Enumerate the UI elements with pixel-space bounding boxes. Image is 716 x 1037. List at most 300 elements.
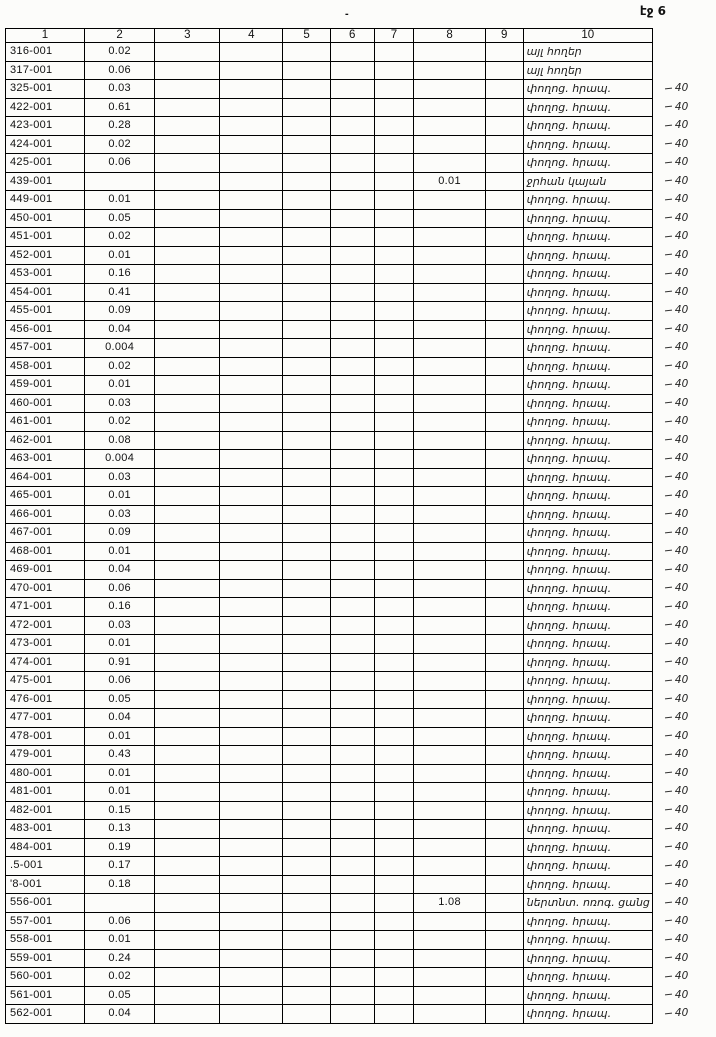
- column-header-10: 10: [523, 29, 652, 43]
- cell-col1: 457-001: [6, 339, 85, 358]
- cell-col7: [374, 764, 414, 783]
- cell-col9: [485, 450, 523, 469]
- margin-note: 40: [652, 135, 715, 154]
- margin-note: 40: [652, 820, 715, 839]
- cell-col8: [414, 709, 485, 728]
- cell-col6: [330, 931, 374, 950]
- cell-col9: [485, 209, 523, 228]
- cell-col6: [330, 98, 374, 117]
- cell-col4: [220, 875, 283, 894]
- cell-col9: [485, 931, 523, 950]
- cell-col5: [283, 302, 331, 321]
- table-row: [6, 968, 716, 987]
- margin-note: 40: [652, 339, 715, 358]
- cell-col8: [414, 246, 485, 265]
- margin-note: 40: [652, 228, 715, 247]
- cell-col6: [330, 986, 374, 1005]
- cell-col5: [283, 949, 331, 968]
- cell-col8: [414, 43, 485, 62]
- margin-note: 40: [652, 635, 715, 654]
- cell-col5: [283, 561, 331, 580]
- cell-col6: [330, 524, 374, 543]
- cell-col4: [220, 801, 283, 820]
- cell-col1: 422-001: [6, 98, 85, 117]
- cell-col6: [330, 1005, 374, 1024]
- cell-col2: 0.04: [84, 320, 155, 339]
- cell-col2: 0.41: [84, 283, 155, 302]
- cell-col7: [374, 1005, 414, 1024]
- cell-col8: 0.01: [414, 172, 485, 191]
- cell-col7: [374, 875, 414, 894]
- cell-col7: [374, 468, 414, 487]
- cell-col10: փողոց. հրապ.: [523, 783, 652, 802]
- cell-col4: [220, 431, 283, 450]
- cell-col1: 459-001: [6, 376, 85, 395]
- cell-col1: 465-001: [6, 487, 85, 506]
- cell-col4: [220, 320, 283, 339]
- cell-col6: [330, 542, 374, 561]
- cell-col3: [155, 172, 220, 191]
- margin-note: 40: [652, 709, 715, 728]
- margin-note: 40: [652, 875, 715, 894]
- cell-col2: 0.06: [84, 61, 155, 80]
- cell-col8: [414, 820, 485, 839]
- cell-col4: [220, 838, 283, 857]
- cell-col4: [220, 376, 283, 395]
- cell-col5: [283, 727, 331, 746]
- cell-col3: [155, 1005, 220, 1024]
- cell-col1: 449-001: [6, 191, 85, 210]
- cell-col9: [485, 117, 523, 136]
- column-header-8: 8: [414, 29, 485, 43]
- cell-col7: [374, 265, 414, 284]
- cell-col8: [414, 857, 485, 876]
- cell-col7: [374, 357, 414, 376]
- table-row: [6, 43, 716, 62]
- margin-note: 40: [652, 302, 715, 321]
- cell-col10: փողոց. հրապ.: [523, 191, 652, 210]
- table-row: [6, 154, 716, 173]
- cell-col2: 0.004: [84, 450, 155, 469]
- cell-col2: 0.02: [84, 228, 155, 247]
- cell-col1: 560-001: [6, 968, 85, 987]
- cell-col3: [155, 265, 220, 284]
- cell-col5: [283, 598, 331, 617]
- margin-note: 40: [652, 561, 715, 580]
- cell-col9: [485, 968, 523, 987]
- cell-col7: [374, 857, 414, 876]
- cell-col3: [155, 838, 220, 857]
- cell-col7: [374, 283, 414, 302]
- cell-col1: 562-001: [6, 1005, 85, 1024]
- cell-col2: 0.03: [84, 80, 155, 99]
- margin-note: 40: [652, 172, 715, 191]
- cell-col4: [220, 117, 283, 136]
- cell-col1: 482-001: [6, 801, 85, 820]
- cell-col1: 556-001: [6, 894, 85, 913]
- cell-col5: [283, 968, 331, 987]
- cell-col10: փողոց. հրապ.: [523, 616, 652, 635]
- cell-col10: փողոց. հրապ.: [523, 875, 652, 894]
- cell-col10: փողոց. հրապ.: [523, 635, 652, 654]
- table-row: [6, 98, 716, 117]
- margin-note: 40: [652, 1005, 715, 1024]
- cell-col8: [414, 598, 485, 617]
- cell-col8: [414, 690, 485, 709]
- cell-col6: [330, 487, 374, 506]
- table-row: [6, 949, 716, 968]
- table-row: [6, 690, 716, 709]
- cell-col1: 453-001: [6, 265, 85, 284]
- cell-col3: [155, 154, 220, 173]
- cell-col2: 0.03: [84, 394, 155, 413]
- margin-note: [652, 61, 715, 80]
- cell-col9: [485, 801, 523, 820]
- cell-col1: 456-001: [6, 320, 85, 339]
- cell-col2: 0.03: [84, 505, 155, 524]
- cell-col10: փողոց. հրապ.: [523, 283, 652, 302]
- cell-col1: 425-001: [6, 154, 85, 173]
- cell-col3: [155, 561, 220, 580]
- cell-col8: [414, 764, 485, 783]
- cell-col10: փողոց. հրապ.: [523, 764, 652, 783]
- cell-col6: [330, 579, 374, 598]
- cell-col5: [283, 191, 331, 210]
- cell-col10: փողոց. հրապ.: [523, 98, 652, 117]
- cell-col3: [155, 61, 220, 80]
- cell-col2: 0.03: [84, 616, 155, 635]
- cell-col2: 0.01: [84, 764, 155, 783]
- cell-col7: [374, 246, 414, 265]
- cell-col3: [155, 450, 220, 469]
- table-row: [6, 265, 716, 284]
- margin-note: 40: [652, 431, 715, 450]
- cell-col7: [374, 413, 414, 432]
- cell-col5: [283, 98, 331, 117]
- cell-col7: [374, 228, 414, 247]
- cell-col6: [330, 135, 374, 154]
- cell-col4: [220, 394, 283, 413]
- margin-note: 40: [652, 931, 715, 950]
- cell-col9: [485, 875, 523, 894]
- cell-col6: [330, 672, 374, 691]
- cell-col8: [414, 1005, 485, 1024]
- cell-col10: փողոց. հրապ.: [523, 450, 652, 469]
- cell-col7: [374, 912, 414, 931]
- margin-note: 40: [652, 912, 715, 931]
- cell-col10: փողոց. հրապ.: [523, 376, 652, 395]
- cell-col1: 423-001: [6, 117, 85, 136]
- margin-note: 40: [652, 857, 715, 876]
- column-header-4: 4: [220, 29, 283, 43]
- cell-col4: [220, 228, 283, 247]
- cell-col7: [374, 653, 414, 672]
- cell-col4: [220, 339, 283, 358]
- cell-col6: [330, 949, 374, 968]
- cell-col4: [220, 986, 283, 1005]
- cell-col5: [283, 672, 331, 691]
- cell-col10: փողոց. հրապ.: [523, 505, 652, 524]
- cell-col5: [283, 394, 331, 413]
- cell-col3: [155, 357, 220, 376]
- cell-col4: [220, 820, 283, 839]
- cell-col2: 0.05: [84, 690, 155, 709]
- cell-col5: [283, 172, 331, 191]
- cell-col7: [374, 542, 414, 561]
- cell-col8: [414, 154, 485, 173]
- cell-col6: [330, 450, 374, 469]
- cell-col5: [283, 579, 331, 598]
- cell-col6: [330, 61, 374, 80]
- cell-col8: [414, 283, 485, 302]
- cell-col2: 0.24: [84, 949, 155, 968]
- cell-col6: [330, 894, 374, 913]
- cell-col2: 0.02: [84, 357, 155, 376]
- cell-col9: [485, 709, 523, 728]
- cell-col6: [330, 783, 374, 802]
- table-row: [6, 875, 716, 894]
- cell-col9: [485, 283, 523, 302]
- cell-col8: [414, 672, 485, 691]
- cell-col7: [374, 191, 414, 210]
- table-row: [6, 135, 716, 154]
- cell-col2: 0.01: [84, 246, 155, 265]
- cell-col2: 0.02: [84, 968, 155, 987]
- margin-note: 40: [652, 320, 715, 339]
- cell-col5: [283, 653, 331, 672]
- cell-col2: 0.15: [84, 801, 155, 820]
- cell-col3: [155, 413, 220, 432]
- cell-col1: 474-001: [6, 653, 85, 672]
- table-row: [6, 468, 716, 487]
- cell-col4: [220, 43, 283, 62]
- table-row: [6, 228, 716, 247]
- cell-col10: փողոց. հրապ.: [523, 357, 652, 376]
- cell-col9: [485, 357, 523, 376]
- cell-col6: [330, 468, 374, 487]
- cell-col5: [283, 357, 331, 376]
- cell-col1: 464-001: [6, 468, 85, 487]
- cell-col8: [414, 450, 485, 469]
- cell-col2: 0.09: [84, 524, 155, 543]
- cell-col9: [485, 727, 523, 746]
- cell-col3: [155, 783, 220, 802]
- cell-col9: [485, 431, 523, 450]
- cell-col8: 1.08: [414, 894, 485, 913]
- cell-col10: փողոց. հրապ.: [523, 117, 652, 136]
- cell-col6: [330, 117, 374, 136]
- table-row: [6, 912, 716, 931]
- cell-col6: [330, 505, 374, 524]
- cell-col9: [485, 98, 523, 117]
- cell-col7: [374, 376, 414, 395]
- cell-col6: [330, 727, 374, 746]
- cell-col10: փողոց. հրապ.: [523, 209, 652, 228]
- cell-col3: [155, 857, 220, 876]
- cell-col9: [485, 635, 523, 654]
- cell-col2: 0.09: [84, 302, 155, 321]
- cell-col2: 0.06: [84, 154, 155, 173]
- cell-col1: 481-001: [6, 783, 85, 802]
- cell-col5: [283, 117, 331, 136]
- cell-col3: [155, 80, 220, 99]
- cell-col8: [414, 949, 485, 968]
- cell-col7: [374, 986, 414, 1005]
- cell-col10: փողոց. հրապ.: [523, 154, 652, 173]
- cell-col4: [220, 968, 283, 987]
- table-row: [6, 191, 716, 210]
- cell-col7: [374, 709, 414, 728]
- cell-col7: [374, 80, 414, 99]
- margin-note: 40: [652, 690, 715, 709]
- cell-col3: [155, 98, 220, 117]
- cell-col9: [485, 746, 523, 765]
- cell-col1: 477-001: [6, 709, 85, 728]
- cell-col7: [374, 154, 414, 173]
- cell-col7: [374, 339, 414, 358]
- cell-col6: [330, 653, 374, 672]
- cell-col2: 0.05: [84, 986, 155, 1005]
- margin-note: 40: [652, 894, 715, 913]
- cell-col10: փողոց. հրապ.: [523, 672, 652, 691]
- cell-col3: [155, 598, 220, 617]
- cell-col2: 0.004: [84, 339, 155, 358]
- cell-col3: [155, 764, 220, 783]
- cell-col2: 0.01: [84, 635, 155, 654]
- table-row: [6, 783, 716, 802]
- cell-col1: 471-001: [6, 598, 85, 617]
- cell-col9: [485, 376, 523, 395]
- cell-col2: 0.61: [84, 98, 155, 117]
- cell-col10: փողոց. հրապ.: [523, 561, 652, 580]
- cell-col10: փողոց. հրապ.: [523, 302, 652, 321]
- cell-col9: [485, 302, 523, 321]
- table-row: [6, 431, 716, 450]
- cell-col6: [330, 265, 374, 284]
- cell-col6: [330, 801, 374, 820]
- cell-col4: [220, 98, 283, 117]
- margin-note: 40: [652, 487, 715, 506]
- cell-col5: [283, 505, 331, 524]
- cell-col1: 467-001: [6, 524, 85, 543]
- cell-col5: [283, 246, 331, 265]
- cell-col4: [220, 579, 283, 598]
- column-header-6: 6: [330, 29, 374, 43]
- cell-col3: [155, 653, 220, 672]
- cell-col1: 455-001: [6, 302, 85, 321]
- cell-col9: [485, 783, 523, 802]
- table-row: [6, 394, 716, 413]
- margin-note: 40: [652, 542, 715, 561]
- table-header: [6, 29, 716, 43]
- cell-col1: 484-001: [6, 838, 85, 857]
- cell-col4: [220, 265, 283, 284]
- header-row: [6, 29, 716, 43]
- cell-col1: 557-001: [6, 912, 85, 931]
- cell-col5: [283, 320, 331, 339]
- cell-col3: [155, 283, 220, 302]
- cell-col8: [414, 357, 485, 376]
- cell-col8: [414, 912, 485, 931]
- cell-col1: 559-001: [6, 949, 85, 968]
- cell-col2: 0.04: [84, 1005, 155, 1024]
- cell-col9: [485, 43, 523, 62]
- cell-col5: [283, 450, 331, 469]
- cell-col9: [485, 265, 523, 284]
- cell-col6: [330, 43, 374, 62]
- cell-col2: 0.06: [84, 579, 155, 598]
- cell-col9: [485, 579, 523, 598]
- cell-col9: [485, 320, 523, 339]
- cell-col2: 0.01: [84, 783, 155, 802]
- cell-col7: [374, 968, 414, 987]
- cell-col9: [485, 894, 523, 913]
- cell-col4: [220, 727, 283, 746]
- table-row: [6, 561, 716, 580]
- cell-col9: [485, 1005, 523, 1024]
- cell-col1: 463-001: [6, 450, 85, 469]
- cell-col4: [220, 746, 283, 765]
- cell-col8: [414, 320, 485, 339]
- cell-col6: [330, 968, 374, 987]
- cell-col4: [220, 857, 283, 876]
- cell-col5: [283, 542, 331, 561]
- cell-col7: [374, 561, 414, 580]
- cell-col3: [155, 968, 220, 987]
- margin-note: [652, 43, 715, 62]
- cell-col6: [330, 598, 374, 617]
- cell-col10: փողոց. հրապ.: [523, 413, 652, 432]
- cell-col7: [374, 135, 414, 154]
- cell-col7: [374, 431, 414, 450]
- cell-col7: [374, 801, 414, 820]
- cell-col9: [485, 191, 523, 210]
- cell-col3: [155, 376, 220, 395]
- cell-col3: [155, 949, 220, 968]
- cell-col1: 468-001: [6, 542, 85, 561]
- cell-col10: փողոց. հրապ.: [523, 487, 652, 506]
- cell-col4: [220, 80, 283, 99]
- cell-col3: [155, 117, 220, 136]
- cell-col3: [155, 505, 220, 524]
- table-row: [6, 283, 716, 302]
- cell-col7: [374, 394, 414, 413]
- cell-col8: [414, 561, 485, 580]
- cell-col7: [374, 931, 414, 950]
- cell-col3: [155, 894, 220, 913]
- cell-col8: [414, 394, 485, 413]
- cell-col7: [374, 172, 414, 191]
- cell-col5: [283, 764, 331, 783]
- cell-col4: [220, 191, 283, 210]
- margin-note: 40: [652, 727, 715, 746]
- cell-col9: [485, 820, 523, 839]
- cell-col1: 316-001: [6, 43, 85, 62]
- margin-note: 40: [652, 653, 715, 672]
- cell-col2: 0.06: [84, 672, 155, 691]
- cell-col6: [330, 357, 374, 376]
- cell-col9: [485, 246, 523, 265]
- cell-col9: [485, 505, 523, 524]
- cell-col6: [330, 209, 374, 228]
- table-row: [6, 764, 716, 783]
- cell-col8: [414, 431, 485, 450]
- margin-note: 40: [652, 579, 715, 598]
- cell-col9: [485, 561, 523, 580]
- cell-col2: 0.19: [84, 838, 155, 857]
- cell-col9: [485, 468, 523, 487]
- margin-note: 40: [652, 783, 715, 802]
